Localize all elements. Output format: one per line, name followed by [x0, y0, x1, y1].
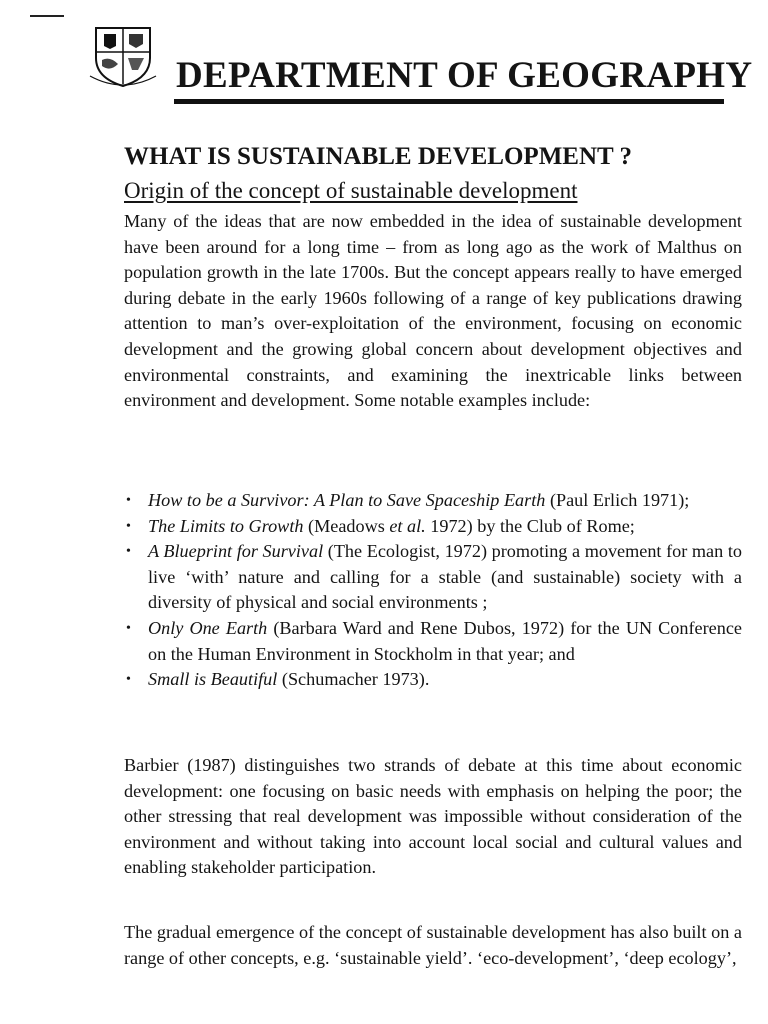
bullet-icon: •	[126, 544, 131, 560]
list-item	[124, 667, 742, 693]
et-al: et al.	[389, 515, 426, 536]
section-heading: Origin of the concept of sustainable development	[124, 178, 578, 203]
corner-mark	[30, 15, 64, 17]
examples-list	[124, 488, 742, 693]
list-item	[124, 616, 742, 667]
list-item	[124, 488, 742, 514]
publication-title: A Blueprint for Survival	[148, 541, 324, 562]
publication-title: How to be a Survivor: A Plan to Save Spaceship Earth	[148, 490, 546, 510]
bullet-icon: •	[126, 518, 131, 534]
publication-detail: (Paul Erlich 1971);	[545, 490, 690, 510]
publication-title: Small is Beautiful	[148, 669, 278, 690]
publication-detail: (Barbara Ward and Rene Dubos, 1972) for the UN Conference on the Human Environment in Stockholm in that year; and	[148, 617, 742, 664]
page-title: WHAT IS SUSTAINABLE DEVELOPMENT ?	[124, 143, 632, 170]
list-item	[124, 514, 742, 540]
publication-detail: 1972) by the Club of Rome;	[425, 515, 635, 536]
publication-title: Only One Earth	[148, 617, 268, 638]
publication-title: The Limits to Growth	[148, 515, 304, 536]
barbier-paragraph: Barbier (1987) distinguishes two strands of debate at this time about economic development: one focusing on basic needs with emphasis on helping the poor; the other stressing that real development was impossible without consideration of the environment and without taking into account local social and cultural values and enabling stakeholder participation.	[124, 755, 742, 878]
bullet-icon: •	[126, 493, 131, 508]
publication-detail: (Schumacher 1973).	[277, 669, 430, 690]
intro-paragraph: Many of the ideas that are now embedded in the idea of sustainable development have been around for a long time – from as long ago as the work of Malthus on population growth in the late 1700s. But the concept appears really to have emerged during debate in the early 1960s following of a range of key publications drawing attention to man’s over-exploitation of the environment, focusing on economic development and the growing global concern about development objectives and environmental constraints, and examining the inextricable links between environment and development. Some notable examples include:	[124, 211, 742, 411]
list-item	[124, 539, 742, 616]
bullet-icon: •	[126, 620, 131, 636]
publication-detail: (Meadows	[303, 515, 390, 536]
bullet-icon: •	[126, 672, 131, 688]
closing-paragraph: The gradual emergence of the concept of sustainable development has also built on a range of other concepts, e.g. ‘sustainable yield’. ‘eco-development’, ‘deep ecology’,	[124, 922, 742, 968]
publication-detail: (The Ecologist, 1972) promoting a movement for man to live ‘with’ nature and calling for a stable (and sustainable) society with a diversity of physical and social environments ;	[148, 541, 742, 613]
title-underline-rule	[174, 99, 724, 104]
department-title: DEPARTMENT OF GEOGRAPHY	[176, 55, 753, 96]
university-crest-logo	[88, 24, 158, 90]
